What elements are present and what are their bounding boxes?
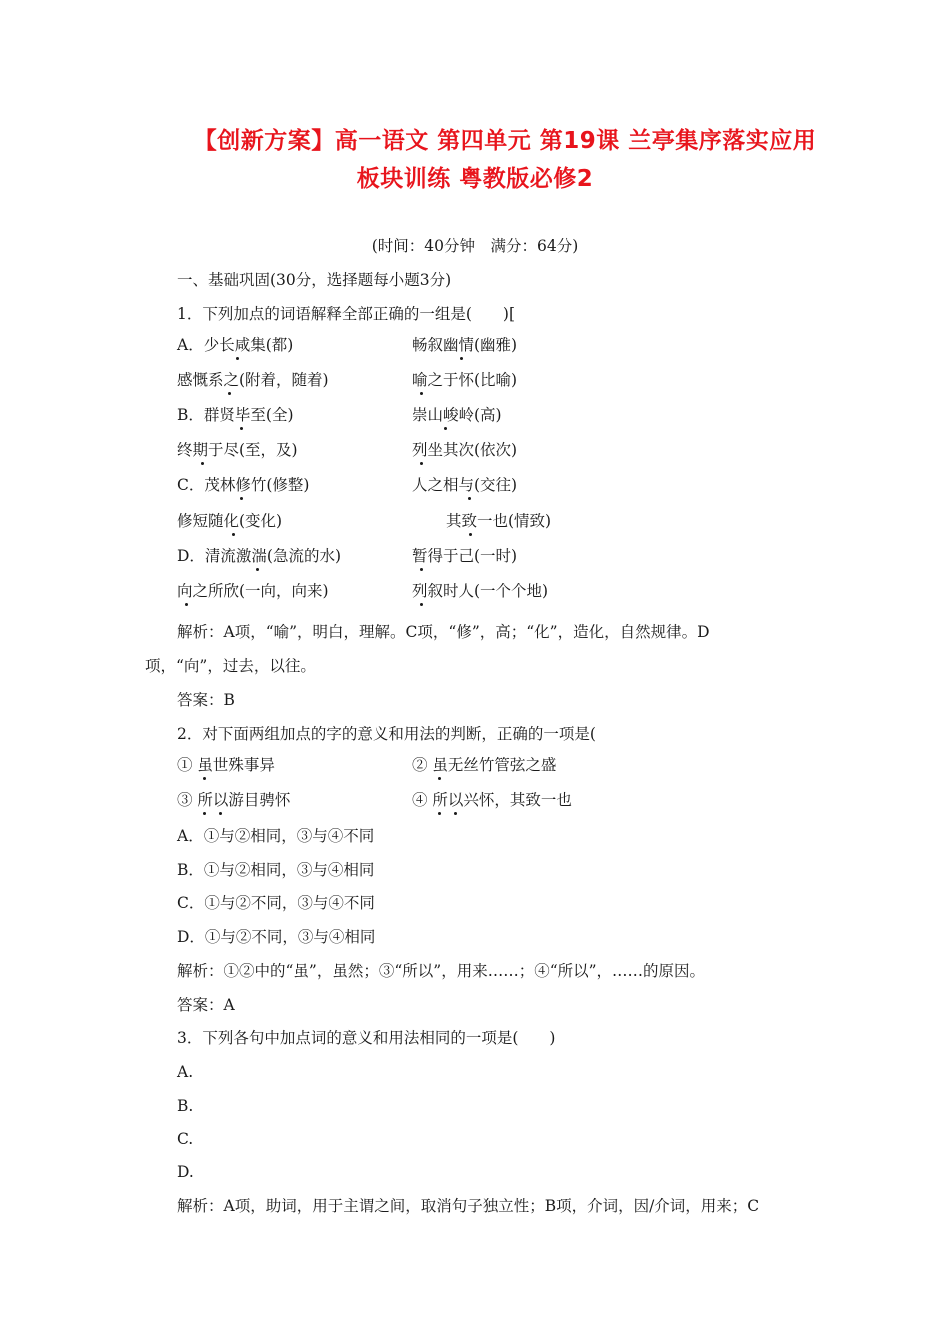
- exam-meta: (时间：40分钟 满分：64分): [371, 237, 579, 255]
- question-1-stem: 1．下列加点的词语解释全部正确的一组是( )[: [177, 305, 516, 323]
- q2-analysis: 解析：①②中的“虽”，虽然；③“所以”，用来……；④“所以”，……的原因。: [177, 962, 706, 980]
- q1-row-6-left: 修短随化(变化): [177, 512, 283, 530]
- q1-analysis-line-1: 解析：A项，“喻”，明白，理解。C项，“修”，高；“化”，造化，自然规律。D: [177, 623, 710, 641]
- q1-option-c-left: C．茂林修竹(修整): [177, 476, 310, 494]
- q1-row-8-left: 向之所欣(一向，向来): [177, 582, 329, 600]
- document-title-line-1: 【创新方案】高一语文 第四单元 第19课 兰亭集序落实应用: [193, 128, 817, 154]
- emphasis-dot: [240, 427, 243, 430]
- q2-option-d: D．①与②不同，③与④相同: [177, 928, 376, 946]
- q1-option-d-right: 暂得于己(一时): [412, 547, 518, 565]
- q2-item-3: ③ 所以游目骋怀: [177, 791, 291, 809]
- q2-item-1: ① 虽世殊事异: [177, 756, 275, 774]
- emphasis-dot: [438, 812, 441, 815]
- q1-row-6-right: 其致一也(情致): [446, 512, 552, 530]
- emphasis-dot: [420, 603, 423, 606]
- emphasis-dot: [203, 812, 206, 815]
- q2-item-2: ② 虽无丝竹管弦之盛: [412, 756, 557, 774]
- emphasis-dot: [256, 568, 259, 571]
- question-2-stem: 2．对下面两组加点的字的意义和用法的判断，正确的一项是(: [177, 725, 596, 743]
- emphasis-dot: [420, 568, 423, 571]
- q1-option-d-left: D．清流激湍(急流的水): [177, 547, 342, 565]
- q2-option-c: C．①与②不同，③与④不同: [177, 894, 375, 912]
- emphasis-dot: [228, 392, 231, 395]
- section-heading: 一、基础巩固(30分，选择题每小题3分): [177, 271, 452, 289]
- emphasis-dot: [468, 497, 471, 500]
- q1-option-b-left: B．群贤毕至(全): [177, 406, 294, 424]
- q1-row-4-left: 终期于尽(至，及): [177, 441, 298, 459]
- emphasis-dot: [469, 533, 472, 536]
- q3-analysis: 解析：A项，助词，用于主谓之间，取消句子独立性；B项，介词，因/介词，用来；C: [177, 1197, 760, 1215]
- emphasis-dot: [219, 812, 222, 815]
- q1-row-2-left: 感慨系之(附着，随着): [177, 371, 329, 389]
- emphasis-dot: [438, 777, 441, 780]
- emphasis-dot: [420, 462, 423, 465]
- emphasis-dot: [203, 777, 206, 780]
- q1-option-b-right: 崇山峻岭(高): [412, 406, 502, 424]
- q3-option-b: B.: [177, 1097, 194, 1115]
- emphasis-dot: [236, 357, 239, 360]
- q2-answer: 答案：A: [177, 996, 235, 1014]
- q1-row-8-right: 列叙时人(一个个地): [412, 582, 549, 600]
- emphasis-dot: [420, 392, 423, 395]
- q1-answer: 答案：B: [177, 691, 235, 709]
- q3-option-c: C.: [177, 1130, 194, 1148]
- q2-option-b: B．①与②相同，③与④相同: [177, 861, 375, 879]
- q1-row-2-right: 喻之于怀(比喻): [412, 371, 518, 389]
- emphasis-dot: [454, 812, 457, 815]
- emphasis-dot: [444, 427, 447, 430]
- q1-row-4-right: 列坐其次(依次): [412, 441, 518, 459]
- emphasis-dot: [201, 462, 204, 465]
- q2-option-a: A．①与②相同，③与④不同: [177, 827, 375, 845]
- emphasis-dot: [185, 603, 188, 606]
- q1-option-c-right: 人之相与(交往): [412, 476, 518, 494]
- document-title-line-2: 板块训练 粤教版必修2: [356, 166, 594, 192]
- q3-option-d: D.: [177, 1163, 194, 1181]
- q3-option-a: A.: [177, 1063, 194, 1081]
- q1-analysis-line-2: 项，“向”，过去，以往。: [145, 657, 316, 675]
- q1-option-a-right: 畅叙幽情(幽雅): [412, 336, 518, 354]
- emphasis-dot: [460, 357, 463, 360]
- q1-option-a-left: A．少长咸集(都): [177, 336, 294, 354]
- question-3-stem: 3．下列各句中加点词的意义和用法相同的一项是( ): [177, 1029, 556, 1047]
- q2-item-4: ④ 所以兴怀，其致一也: [412, 791, 572, 809]
- emphasis-dot: [240, 497, 243, 500]
- emphasis-dot: [232, 533, 235, 536]
